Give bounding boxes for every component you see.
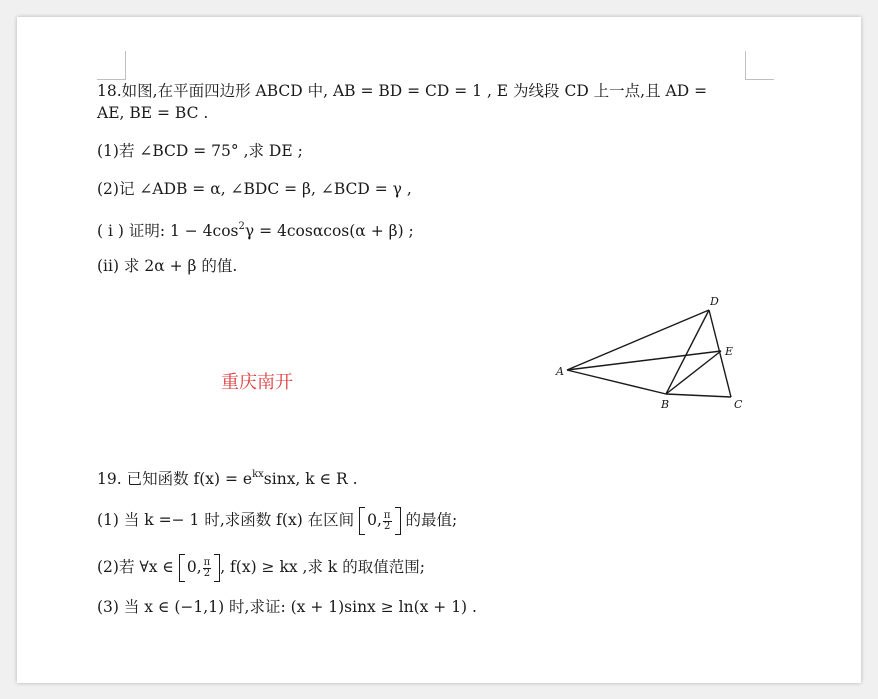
pi-over-2-fraction	[203, 558, 212, 579]
q19-part1	[97, 507, 457, 535]
q19-part2	[97, 554, 425, 582]
interval-zero: 0,	[367, 511, 382, 529]
left-bracket	[359, 507, 365, 535]
margin-corner-top-left	[97, 51, 126, 80]
vertex-label-A: A	[556, 365, 564, 378]
q19-stem	[97, 465, 358, 489]
fraction-numerator: π	[383, 509, 391, 521]
fraction-denominator: 2	[203, 567, 211, 579]
vertex-label-B: B	[661, 398, 670, 411]
vertex-label-C: C	[734, 398, 743, 411]
q18-part-i	[97, 217, 414, 241]
q19-stem-text-a: 19. 已知函数 f(x) = e	[97, 470, 253, 488]
q18-stem-line1: 18.如图,在平面四边形 ABCD 中, AB = BD = CD = 1 , E 为线段 CD 上一点,且 AD =	[97, 82, 708, 100]
segment-BC	[666, 394, 731, 397]
watermark-text: 重庆南开	[221, 372, 293, 393]
q18-part2: (2)记 ∠ADB = α, ∠BDC = β, ∠BCD = γ ,	[97, 180, 412, 198]
left-bracket	[179, 554, 185, 582]
segment-BD	[666, 310, 709, 394]
vertex-label-D: D	[710, 295, 719, 308]
q18-part1: (1)若 ∠BCD = 75° ,求 DE ;	[97, 142, 303, 160]
pi-over-2-fraction	[383, 511, 392, 532]
q19-stem-exponent: kx	[252, 469, 264, 480]
q19-part2-text-b: , f(x) ≥ kx ,求 k 的取值范围;	[220, 558, 425, 576]
q19-part1-text-a: (1) 当 k =− 1 时,求函数 f(x) 在区间	[97, 511, 355, 529]
interval-zero: 0,	[186, 558, 202, 576]
right-bracket	[395, 507, 401, 535]
vertex-label-E: E	[725, 345, 734, 358]
q19-part3: (3) 当 x ∈ (−1,1) 时,求证: (x + 1)sinx ≥ ln(x + 1) .	[97, 598, 477, 616]
segment-AB	[567, 370, 666, 394]
document-page	[17, 17, 861, 683]
q18-part-i-text-b: γ = 4cosαcos(α + β) ;	[244, 222, 414, 240]
figure-svg	[547, 289, 757, 419]
q18-part-ii: (ii) 求 2α + β 的值.	[97, 257, 238, 275]
q19-stem-text-b: sinx, k ∈ R .	[263, 470, 358, 488]
q19-part2-text-a: (2)若 ∀x ∈	[97, 558, 174, 576]
fraction-denominator: 2	[384, 520, 391, 532]
q19-part1-text-b: 的最值;	[405, 511, 458, 529]
margin-corner-top-right	[745, 51, 774, 80]
quadrilateral-figure	[547, 289, 757, 419]
q18-part-i-exponent: 2	[238, 221, 245, 232]
fraction-numerator: π	[203, 556, 211, 568]
q18-stem-line2: AE, BE = BC .	[97, 104, 209, 122]
q18-part-i-text-a: ( i ) 证明: 1 − 4cos	[97, 222, 239, 240]
